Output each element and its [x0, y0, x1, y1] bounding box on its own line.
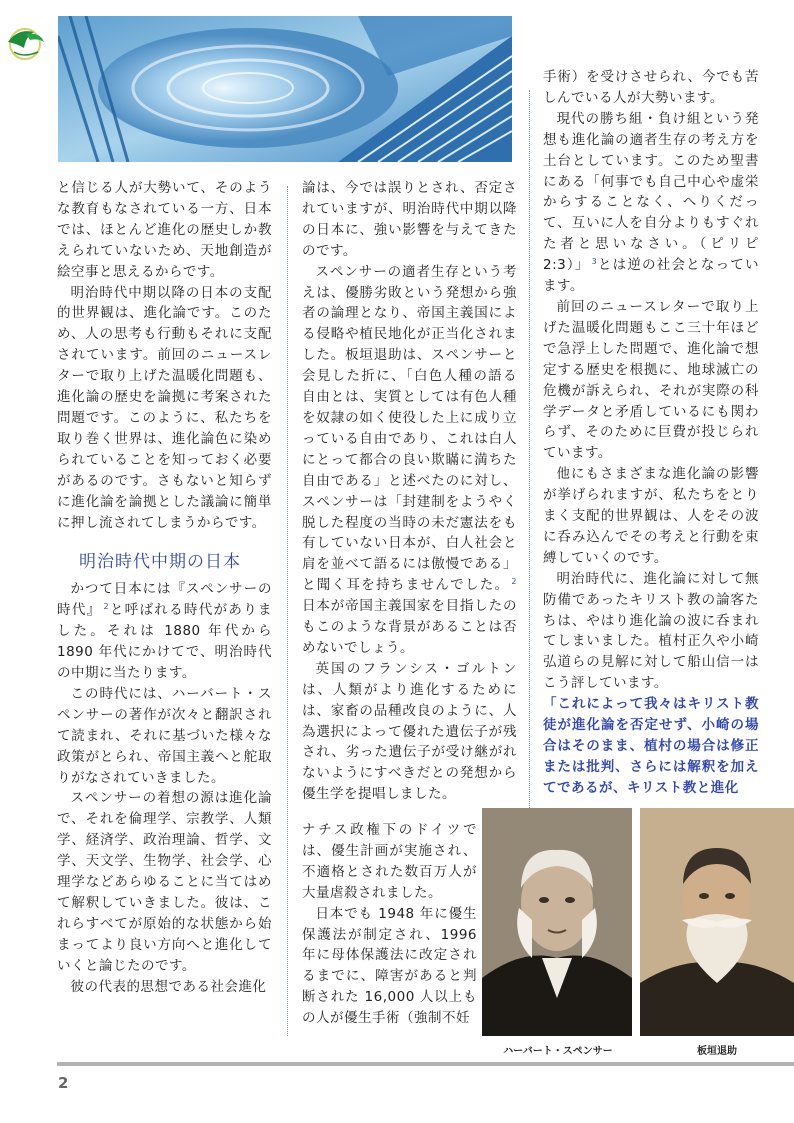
footnote-ref: 3 [591, 256, 598, 266]
paragraph: 手術）を受けさせられ、今でも苦しんでいる人が大勢います。 [543, 69, 759, 106]
column-divider [287, 186, 288, 1036]
portrait-spencer-image [482, 808, 632, 1036]
photo-caption: ハーバート・スペンサー [503, 1046, 613, 1057]
header-banner-image [58, 16, 512, 162]
photo-caption: 板垣退助 [697, 1046, 737, 1057]
section-heading: 明治時代中期の日本 [79, 552, 241, 573]
paragraph: ナチス政権下のドイツでは、優生計画が実施され、不適格とされた数百万人が大量虐殺されました。 [302, 822, 477, 901]
paragraph: かつて日本には『スペンサーの時代』 $^2$と呼ばれる時代がありました。それは 1880 年代から 1890 年代にかけてで、明治時代の中期に当たります。 [57, 581, 273, 682]
brand-logo-icon [4, 22, 48, 62]
paragraph: 明治時代中期以降の日本の支配的世界観は、進化論です。このため、人の思考も行動もそれに支配されています。前回のニュースレターで取り上げた温暖化問題も、進化論の歴史を論拠に考案された問題です。このように、私たちを取り巻く世界は、進化論色に染められていることを知っておく必要があるのです。さもないと知らずに進化論を論拠とした議論に簡単に押し流されてしまうからです。 [57, 284, 272, 531]
paragraph: 明治時代に、進化論に対して無防備であったキリスト教の論客たちは、やはり進化論の波に呑まれてしまいました。植村正久や小崎弘道らの見解に対して船山信一はこう評しています。 [543, 570, 759, 692]
text-column-2-narrow [302, 820, 477, 1040]
paragraph: 他にもさまざまな進化論の影響が挙げられますが、私たちをとりまく支配的世界観は、人をその波に呑み込んでその考えと行動を束縛していくのです。 [543, 466, 759, 566]
paragraph: 現代の勝ち組・負け組という発想も進化論の適者生存の考え方を土台としています。このため聖書にある「何事でも自己中心や虚栄からすることなく、へりくだって、互いに人を自分よりもすぐれた者と思いなさい。（ピリピ 2:3）」 $^3$とは逆の社会となっています。 [543, 110, 759, 295]
footnote-ref: 2 [103, 601, 110, 611]
paragraph: 論は、今では誤りとされ、否定されていますが、明治時代中期以降の日本に、強い影響を与えてきたのです。 [302, 180, 517, 259]
paragraph: 日本でも 1948 年に優生保護法が制定され、1996 年に母体保護法に改定されるまでに、障害があると判断された 16,000 人以上もの人が優生手術（強制不妊 [302, 905, 477, 1027]
paragraph: スペンサーの適者生存という考えは、優勝劣敗という発想から強者の論理となり、帝国主義国による侵略や植民地化が正当化されました。板垣退助は、スペンサーと会見した折に、「白色人種の語る自由とは、実質としては有色人種を奴隷の如く使役した上に成り立っている自由であり、これは白人にとって都合の良い欺瞞に満ちた自由である」と述べたのに対し、スペンサーは「封建制をようやく脱した程度の当時の未だ憲法をも有していない日本が、白人社会と肩を並べて語るには傲慢である」と聞く耳を持ちませんでした。 $^2$日本が帝国主義国家を目指したのもこのような背景があることは否めないでしょう。 [302, 263, 517, 656]
text-column-2 [302, 178, 517, 818]
portrait-itagaki-image [640, 808, 794, 1036]
paragraph: 前回のニュースレターで取り上げた温暖化問題もここ三十年ほどで急浮上した問題で、進化論で想定する歴史を根拠に、地球滅亡の危機が訴えられ、それが実際の科学データと矛盾しているにも関わらず、そのために巨費が投じられています。 [543, 298, 759, 462]
text-column-3 [543, 67, 759, 796]
column-divider [529, 90, 530, 810]
paragraph: この時代には、ハーバート・スペンサーの著作が次々と翻訳されて読まれ、それに基づいた様々な政策がとられ、帝国主義へと舵取りがなされていきました。 [57, 685, 272, 786]
footer-rule [57, 1062, 794, 1066]
footnote-ref: 2 [511, 576, 517, 586]
paragraph: スペンサーの着想の源は進化論で、それを倫理学、宗教学、人類学、経済学、政治理論、哲学、文学、天文学、生物学、社会学、心理学などあらゆることに当てはめて解釈していきました。彼は、これらすべてが原始的な状態から始まってより良い方向へと進化していくと論じたのです。 [57, 790, 272, 974]
page-number: 2 [58, 1074, 69, 1092]
paragraph: と信じる人が大勢いて、そのような教育もなされている一方、日本では、ほとんど進化の歴史しか教えられていないため、天地創造が絵空事と思えるからです。 [57, 180, 272, 280]
text-column-1 [57, 178, 272, 1038]
paragraph: 英国のフランシス・ゴルトンは、人類がより進化するためには、家畜の品種改良のように、人為選択によって優れた遺伝子が残され、劣った遺伝子が受け継がれないようにすべきだとの発想から優生学を提唱しました。 [302, 660, 517, 803]
paragraph: 彼の代表的思想である社会進化 [70, 978, 267, 995]
highlighted-quote: 「これによって我々はキリスト教徒が進化論を否定せず、小崎の場合はそのまま、植村の場合は修正または批判、さらには解釈を加えてであるが、キリスト教と進化 [543, 696, 759, 796]
